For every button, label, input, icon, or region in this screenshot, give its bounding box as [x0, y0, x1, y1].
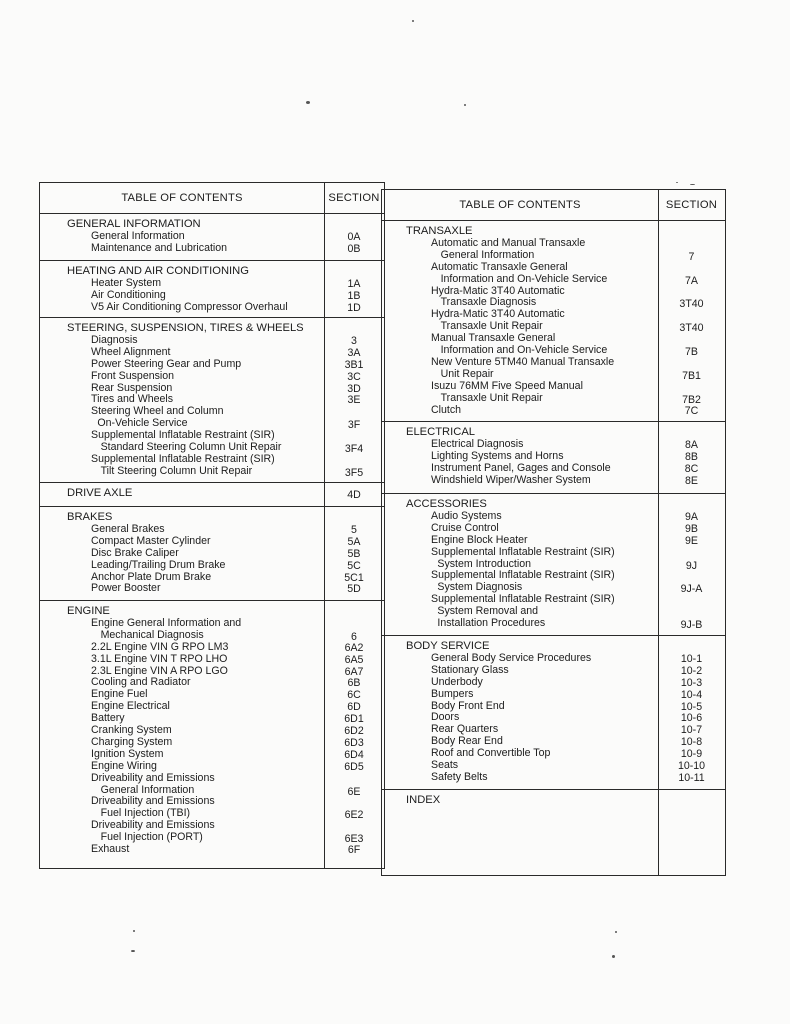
section-code: 6E2	[344, 809, 364, 822]
entry-line: Body Front End	[431, 699, 505, 712]
entry-line: Maintenance and Lubrication	[91, 241, 228, 254]
entry-line: Rear Quarters	[431, 723, 499, 736]
entry-line: Cruise Control	[431, 521, 499, 534]
section-code: 4D	[347, 489, 361, 501]
toc-group-index	[382, 789, 725, 877]
entry-line: Unit Repair	[440, 367, 494, 380]
entry-line: Information and On-Vehicle Service	[440, 344, 608, 356]
section-code: 0B	[347, 242, 361, 255]
section-code: 8C	[684, 462, 699, 475]
section-code: 6D4	[344, 748, 364, 761]
entry-line: Wheel Alignment	[91, 345, 171, 358]
entry-line: Tilt Steering Column Unit Repair	[100, 464, 253, 477]
entry-line: Electrical Diagnosis	[431, 437, 524, 450]
entry-line: Disc Brake Caliper	[91, 546, 179, 559]
entry-line: Engine Electrical	[91, 700, 170, 713]
entry-line: Transaxle Diagnosis	[440, 296, 537, 309]
section-code: 6A7	[344, 665, 364, 678]
group-title: HEATING AND AIR CONDITIONING	[67, 265, 249, 277]
section-code: 7B1	[682, 369, 701, 382]
group-title: TRANSAXLE	[406, 225, 473, 237]
entry-line: Cranking System	[91, 724, 172, 736]
section-code: 10-2	[680, 664, 703, 677]
section-code: 5	[351, 523, 357, 536]
toc-group-brakes	[40, 506, 384, 601]
entry-line: Engine Fuel	[91, 688, 148, 701]
toc-group-engine	[40, 600, 384, 870]
table-header	[382, 190, 725, 221]
toc-table-right	[381, 189, 726, 876]
entry-line: On-Vehicle Service	[97, 417, 188, 430]
toc-group-general-information	[40, 213, 384, 261]
entry-line: Supplemental Inflatable Restraint (SIR)	[431, 545, 615, 558]
section-code: 5C	[347, 559, 361, 572]
entry-line: Windshield Wiper/Washer System	[431, 473, 591, 486]
entry-line: Cooling and Radiator	[91, 676, 191, 689]
entry-line: Leading/Trailing Drum Brake	[91, 558, 226, 571]
section-code: 0A	[347, 230, 361, 243]
section-code: 10-5	[680, 700, 703, 713]
section-code: 9J-B	[680, 619, 703, 631]
entry-line: Bumpers	[431, 687, 474, 700]
header-title: TABLE OF CONTENTS	[459, 199, 581, 211]
entry-line: Transaxle Unit Repair	[440, 320, 543, 333]
entry-line: Compact Master Cylinder	[91, 534, 211, 547]
entry-line: Automatic Transaxle General	[431, 260, 568, 273]
section-code: 3E	[347, 394, 361, 407]
group-title: DRIVE AXLE	[67, 487, 133, 499]
entry-line: Fuel Injection (PORT)	[100, 831, 203, 844]
header-title: TABLE OF CONTENTS	[121, 192, 243, 204]
entry-line: Manual Transaxle General	[431, 332, 556, 345]
entry-line: New Venture 5TM40 Manual Transaxle	[431, 355, 615, 368]
entry-line: Tires and Wheels	[91, 393, 174, 406]
section-code: 7C	[684, 404, 699, 417]
entry-line: Exhaust	[91, 843, 130, 855]
entry-line: Supplemental Inflatable Restraint (SIR)	[91, 429, 275, 442]
table-header	[40, 183, 384, 214]
group-title: ELECTRICAL	[406, 426, 476, 438]
entry-line: Rear Suspension	[91, 381, 173, 394]
entry-line: System Introduction	[437, 557, 532, 570]
entry-line: 3.1L Engine VIN T RPO LHO	[91, 652, 228, 665]
entry-line: Steering Wheel and Column	[91, 405, 224, 418]
entry-line: Installation Procedures	[437, 617, 546, 629]
toc-group-electrical	[382, 421, 725, 494]
section-code: 3T40	[679, 298, 704, 311]
entry-line: Supplemental Inflatable Restraint (SIR)	[91, 452, 275, 465]
entry-line: Front Suspension	[91, 369, 175, 382]
section-code: 3	[351, 334, 357, 347]
section-code: 6D2	[344, 725, 364, 737]
section-code: 8B	[685, 450, 698, 463]
section-code: 9E	[685, 534, 698, 547]
entry-line: Power Steering Gear and Pump	[91, 357, 242, 370]
entry-line: Lighting Systems and Horns	[431, 449, 564, 462]
toc-group-steering-suspension-tires-wheels	[40, 317, 384, 483]
section-code: 3A	[347, 346, 361, 359]
section-code: 6D3	[344, 736, 364, 749]
entry-line: Ignition System	[91, 747, 164, 760]
entry-line: Isuzu 76MM Five Speed Manual	[431, 379, 583, 392]
entry-line: Standard Steering Column Unit Repair	[100, 441, 282, 453]
section-code: 1D	[347, 301, 361, 314]
section-code: 7	[688, 250, 695, 263]
section-code: 10-10	[677, 760, 706, 772]
entry-line: General Brakes	[91, 522, 165, 535]
entry-line: Hydra-Matic 3T40 Automatic	[431, 308, 565, 321]
section-code: 10-6	[680, 712, 703, 725]
section-code: 1B	[347, 289, 361, 302]
section-code: 10-3	[680, 676, 703, 689]
toc-group-heating-and-air-conditioning	[40, 260, 384, 318]
section-code: 6	[351, 630, 357, 643]
entry-line: Battery	[91, 712, 125, 725]
toc-table-left	[39, 182, 385, 869]
entry-line: 2.3L Engine VIN A RPO LGO	[91, 664, 228, 677]
section-code: 6D5	[344, 760, 364, 773]
entry-line: Supplemental Inflatable Restraint (SIR)	[431, 569, 615, 582]
entry-line: 2.2L Engine VIN G RPO LM3	[91, 640, 229, 653]
section-code: 6A5	[344, 653, 364, 666]
section-code: 3B1	[344, 358, 364, 371]
entry-line: Power Booster	[91, 582, 161, 595]
entry-line: Charging System	[91, 735, 173, 748]
entry-line: Hydra-Matic 3T40 Automatic	[431, 284, 565, 297]
entry-line: Instrument Panel, Gages and Console	[431, 461, 611, 474]
section-code: 3F5	[344, 466, 364, 479]
section-code: 10-4	[680, 688, 703, 701]
entry-line: General Body Service Procedures	[431, 651, 592, 664]
entry-line: Transaxle Unit Repair	[440, 391, 543, 404]
section-code: 8A	[685, 438, 698, 451]
entry-line: Heater System	[91, 276, 162, 289]
section-code: 9J	[685, 559, 698, 572]
entry-line: Driveability and Emissions	[91, 771, 215, 784]
entry-line: General Information	[440, 248, 535, 261]
entry-line: Air Conditioning	[91, 288, 166, 301]
entry-line: General Information	[91, 229, 185, 242]
entry-line: Safety Belts	[431, 770, 488, 783]
group-title: BODY SERVICE	[406, 640, 490, 652]
entry-line: V5 Air Conditioning Compressor Overhaul	[91, 300, 288, 313]
group-title: STEERING, SUSPENSION, TIRES & WHEELS	[67, 322, 304, 334]
group-title: ENGINE	[67, 605, 110, 617]
section-code: 6E3	[344, 833, 364, 846]
entry-line: Stationary Glass	[431, 663, 509, 676]
section-code: 3F4	[344, 443, 364, 455]
section-code: 3C	[347, 370, 361, 383]
section-code: 10-8	[680, 736, 703, 749]
entry-line: Roof and Convertible Top	[431, 747, 551, 760]
section-code: 1A	[347, 277, 361, 290]
section-code: 5B	[347, 547, 361, 560]
group-title: INDEX	[406, 794, 441, 806]
entry-line: Seats	[431, 759, 459, 771]
entry-line: Anchor Plate Drum Brake	[91, 570, 212, 583]
section-code: 10-7	[680, 724, 703, 737]
group-title: GENERAL INFORMATION	[67, 218, 201, 230]
section-code: 7B2	[682, 393, 701, 406]
toc-group-drive-axle	[40, 482, 384, 507]
entry-line: Engine Block Heater	[431, 533, 528, 546]
section-code: 8E	[685, 474, 698, 487]
section-code: 5C1	[344, 571, 364, 584]
entry-line: Supplemental Inflatable Restraint (SIR)	[431, 593, 615, 606]
section-code: 6B	[347, 677, 361, 690]
entry-line: Underbody	[431, 675, 483, 688]
section-code: 10-11	[678, 771, 705, 784]
section-code: 6D1	[344, 713, 364, 726]
section-code: 6C	[347, 689, 361, 702]
header-section: SECTION	[328, 192, 380, 204]
section-code: 9J-A	[680, 583, 703, 596]
entry-line: Driveability and Emissions	[91, 819, 215, 832]
entry-line: Driveability and Emissions	[91, 795, 215, 808]
entry-line: Mechanical Diagnosis	[100, 628, 204, 641]
section-code: 7A	[685, 274, 698, 287]
section-code: 9A	[685, 510, 698, 523]
section-code: 10-1	[680, 652, 703, 665]
header-section: SECTION	[665, 199, 718, 211]
section-code: 5A	[347, 535, 361, 548]
entry-line: General Information	[100, 783, 195, 796]
section-code: 7B	[685, 346, 698, 358]
section-code: 10-9	[680, 748, 703, 761]
entry-line: Information and On-Vehicle Service	[440, 272, 608, 285]
entry-line: Clutch	[431, 403, 462, 416]
entry-line: System Removal and	[437, 605, 539, 618]
toc-group-body-service	[382, 635, 725, 790]
section-code: 6E	[347, 785, 361, 798]
entry-line: Engine General Information and	[91, 616, 242, 629]
group-title: ACCESSORIES	[406, 498, 487, 510]
section-code: 5D	[347, 583, 361, 596]
entry-line: Body Rear End	[431, 735, 503, 748]
section-code: 3F	[347, 419, 361, 432]
section-code: 3T40	[679, 322, 704, 335]
group-title: BRAKES	[67, 511, 113, 523]
entry-line: Diagnosis	[91, 333, 138, 346]
section-code: 9B	[685, 522, 698, 535]
entry-line: Doors	[431, 711, 460, 724]
toc-group-transaxle	[382, 220, 725, 422]
toc-group-accessories	[382, 493, 725, 636]
section-code: 6D	[347, 701, 361, 714]
entry-line: Audio Systems	[431, 509, 502, 522]
section-code: 6F	[347, 844, 361, 856]
section-code: 3D	[347, 382, 361, 395]
entry-line: System Diagnosis	[437, 581, 523, 594]
entry-line: Engine Wiring	[91, 759, 157, 772]
entry-line: Fuel Injection (TBI)	[100, 807, 191, 820]
entry-line: Automatic and Manual Transaxle	[431, 236, 586, 249]
section-code: 6A2	[344, 641, 364, 654]
